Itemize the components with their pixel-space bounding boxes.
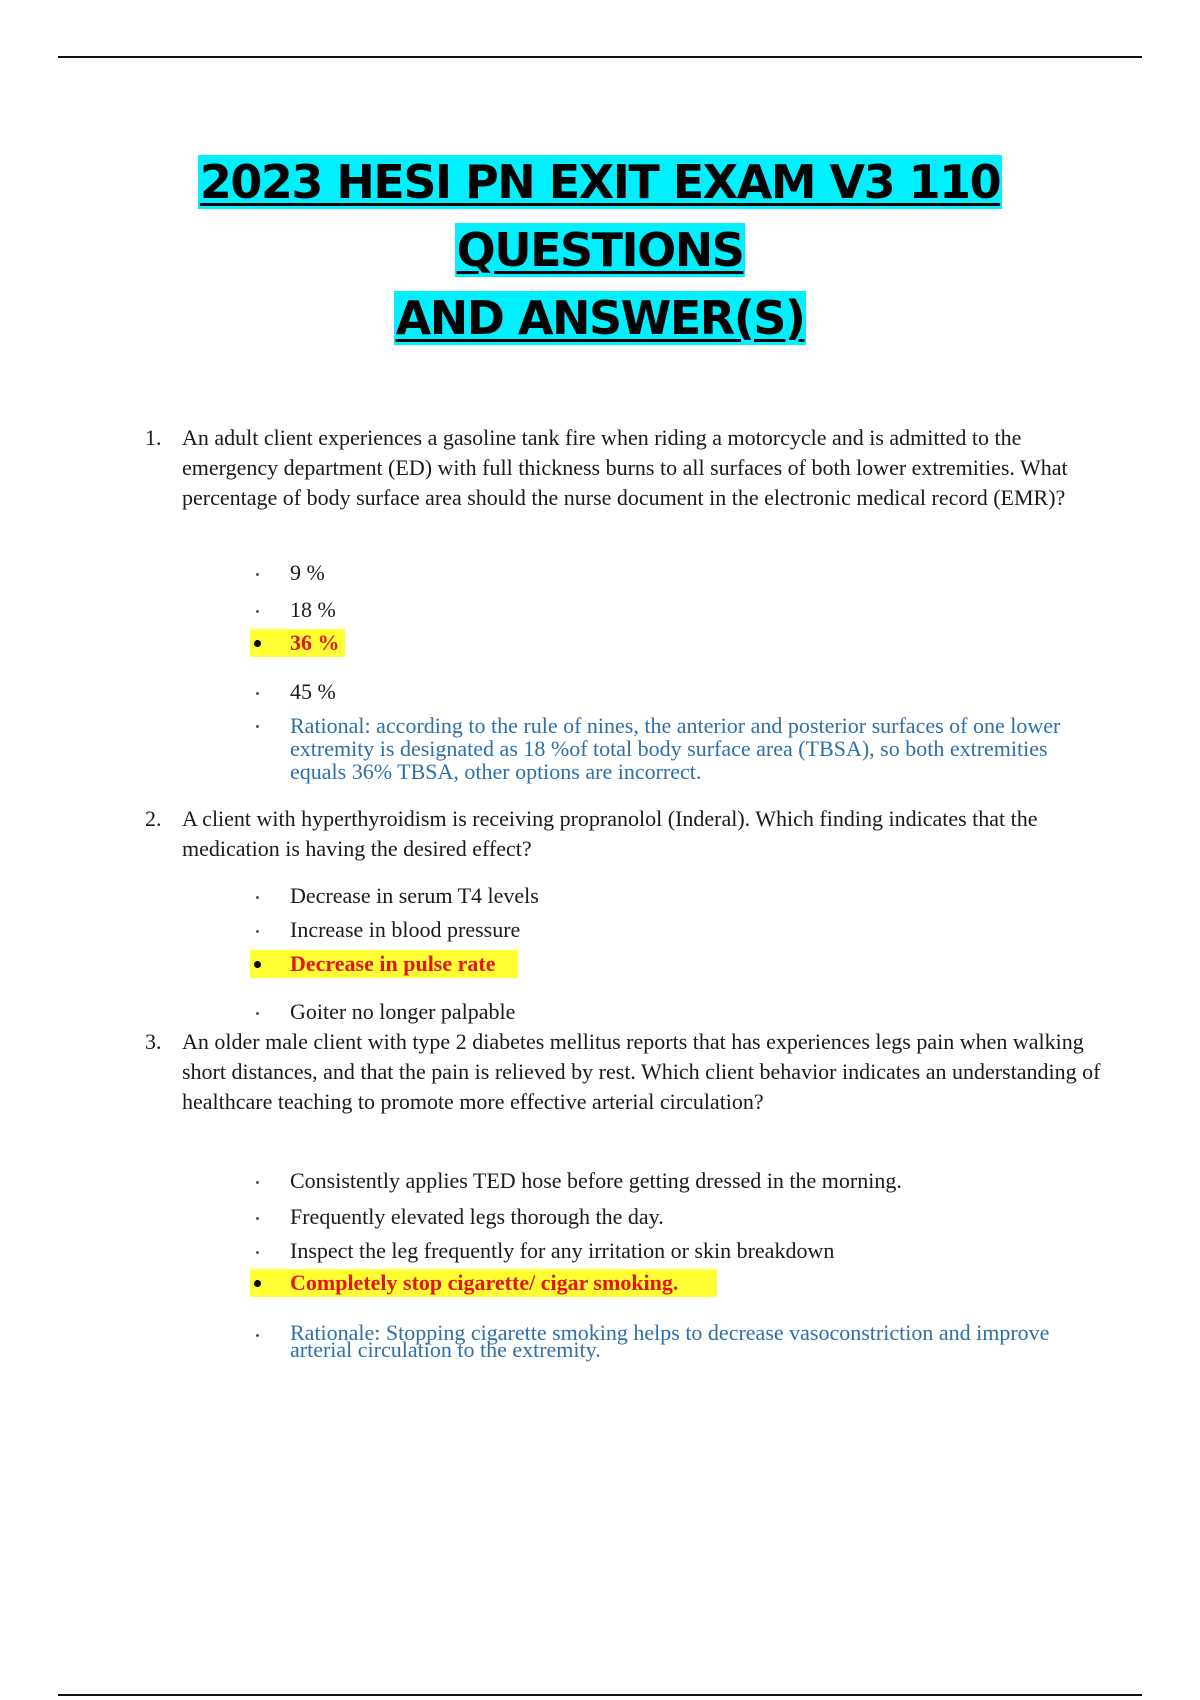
correct-answer: Completely stop cigarette/ cigar smoking. — [290, 1270, 679, 1295]
question-text: An adult client experiences a gasoline tank fire when riding a motorcycle and is admitted to the emergency department (ED) with full thickness burns to all surfaces of both lower extremities. What percentage of body surface area should the nurse document in the electronic medical record (EMR)? — [182, 425, 1068, 510]
question-text: An older male client with type 2 diabetes mellitus reports that has experiences legs pain when walking short distances, and that the pain is relieved by rest. Which client behavior indicates an understanding of healthcare teaching to promote more effective arterial circulation? — [182, 1029, 1101, 1114]
answer-option: 18 % — [290, 597, 336, 622]
title-line-2: QUESTIONS — [456, 223, 744, 277]
answer-option: Increase in blood pressure — [290, 917, 521, 942]
answer-option: Frequently elevated legs thorough the day. — [290, 1204, 664, 1229]
bullet-icon — [256, 1251, 259, 1254]
bottom-rule — [58, 1694, 1142, 1696]
question-number: 3. — [145, 1029, 162, 1054]
title-line-3: AND ANSWER(S) — [395, 291, 805, 345]
bullet-icon — [256, 725, 259, 728]
answer-option: Consistently applies TED hose before getting dressed in the morning. — [290, 1168, 902, 1193]
title-line-1: 2023 HESI PN EXIT EXAM V3 110 — [199, 155, 1001, 209]
answer-option: Goiter no longer palpable — [290, 999, 516, 1024]
rationale-text: Rational: according to the rule of nines, the anterior and posterior surfaces of one lower extremity is designated as 18 %of total body surface area (TBSA), so both extremities equals 36% TBSA, other options are incorrect. — [290, 713, 1061, 784]
rationale-text: Rationale: Stopping cigarette smoking helps to decrease vasoconstriction and improve arterial circulation to the extremity. — [290, 1320, 1050, 1362]
question-text: A client with hyperthyroidism is receiving propranolol (Inderal). Which finding indicates that the medication is having the desired effect? — [182, 806, 1038, 861]
answer-option: 45 % — [290, 679, 336, 704]
bullet-icon — [254, 961, 261, 968]
answer-option: 9 % — [290, 560, 325, 585]
bullet-icon — [256, 573, 259, 576]
document-title — [0, 148, 1200, 352]
correct-answer: Decrease in pulse rate — [290, 951, 496, 976]
bullet-icon — [256, 1334, 259, 1337]
bullet-icon — [256, 896, 259, 899]
top-rule — [58, 56, 1142, 58]
bullet-icon — [256, 610, 259, 613]
bullet-icon — [256, 692, 259, 695]
question-number: 2. — [145, 806, 162, 831]
question-number: 1. — [145, 425, 162, 450]
answer-option: Inspect the leg frequently for any irritation or skin breakdown — [290, 1238, 835, 1263]
correct-answer: 36 % — [290, 630, 340, 655]
bullet-icon — [256, 930, 259, 933]
bullet-icon — [256, 1181, 259, 1184]
bullet-icon — [256, 1012, 259, 1015]
answer-option: Decrease in serum T4 levels — [290, 883, 539, 908]
bullet-icon — [254, 1280, 261, 1287]
bullet-icon — [256, 1217, 259, 1220]
bullet-icon — [254, 640, 261, 647]
